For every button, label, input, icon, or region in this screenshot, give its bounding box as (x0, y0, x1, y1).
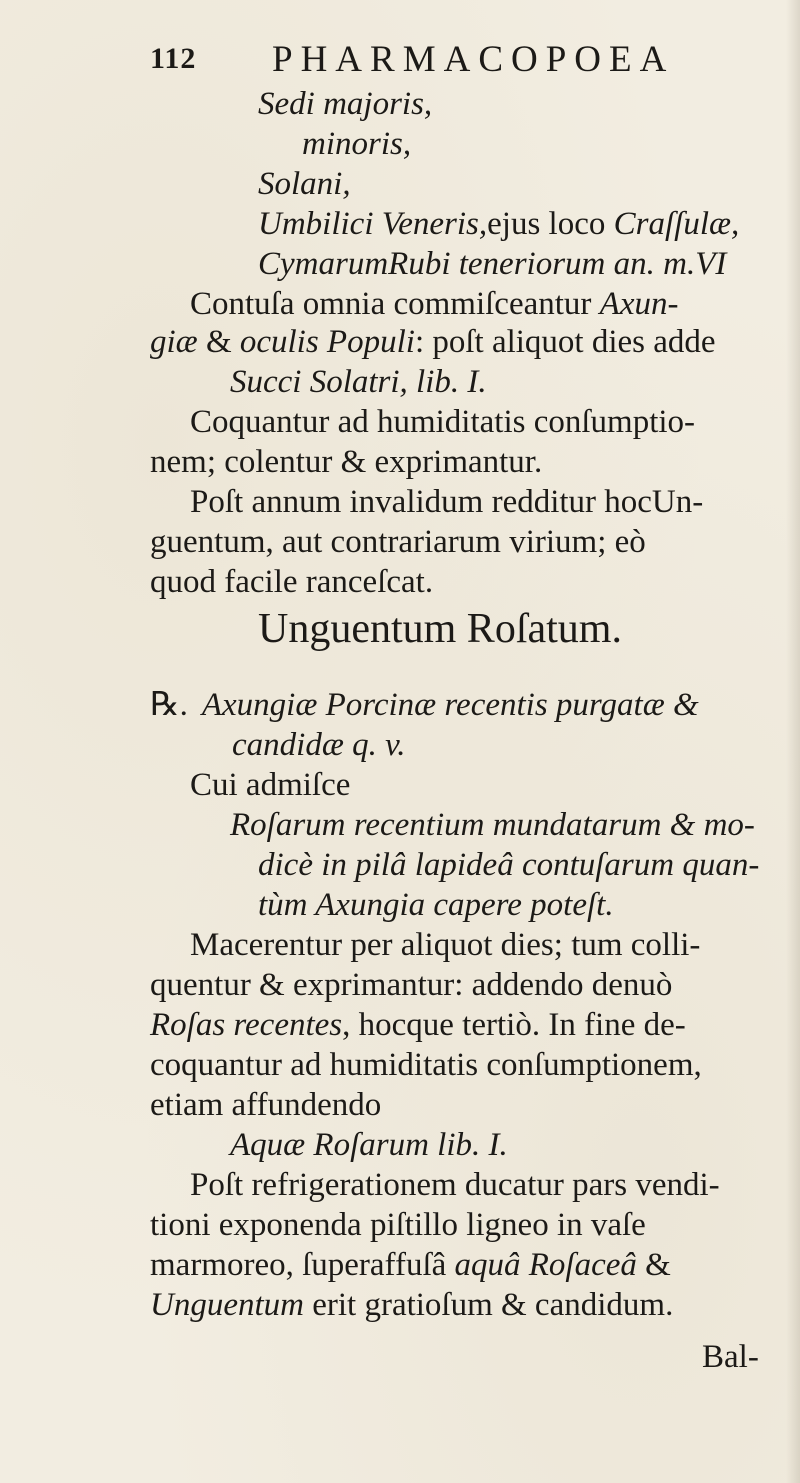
final-line2: tioni exponenda piſtillo ligneo in vaſe (150, 1207, 646, 1243)
ingredient-sedi-majoris: Sedi majoris, (258, 86, 433, 122)
final-and: & (636, 1247, 671, 1283)
final-line3 (150, 1245, 671, 1285)
method-line1: Macerentur per aliquot dies; tum colli- (190, 927, 701, 963)
final-unguentum: Unguentum (150, 1287, 304, 1323)
page-edge-shadow (786, 0, 800, 1483)
ingredient-umbilici: Umbilici Veneris, (258, 206, 488, 242)
method-line3 (150, 1005, 686, 1045)
method-line4: coquantur ad humiditatis conſumptionem, (150, 1047, 702, 1083)
running-title: PHARMACOPOEA (272, 39, 675, 80)
method-hocque: , hocque tertiò. In fine de- (342, 1007, 686, 1043)
ingredient-solani: Solani, (258, 166, 351, 202)
recipe-line1 (150, 685, 699, 725)
paragraph1-giae: giæ (150, 324, 198, 360)
paragraph1-oculis-populi: oculis Populi (239, 324, 415, 360)
recipe-line3: Cui admiſce (190, 767, 351, 803)
recipe-line6: tùm Axungia capere poteſt. (258, 887, 614, 923)
recipe-axungiae: Axungiæ Porcinæ recentis purgatæ & (201, 687, 699, 723)
recipe-line4: Roſarum recentium mundatarum & mo- (230, 807, 755, 843)
method-rosas-recentes: Roſas recentes (150, 1007, 343, 1043)
method-aquae-rosarum: Aquæ Roſarum lib. I. (230, 1127, 508, 1163)
recipe-line5: dicè in pilâ lapideâ contuſarum quan- (258, 847, 760, 883)
recipe-symbol: ℞. (150, 687, 188, 723)
paragraph3-line2: guentum, aut contrariarum virium; eò (150, 524, 646, 560)
paragraph3-line3: quod facile ranceſcat. (150, 564, 434, 600)
ingredient-crassulae: Craſſulæ, (613, 206, 740, 242)
ingredient-ejus-loco: ejus loco (487, 206, 614, 242)
final-aqua-rosacea: aquâ Roſaceâ (454, 1247, 637, 1283)
catchword: Bal- (702, 1339, 759, 1375)
final-line1: Poſt refrigerationem ducatur pars vendi- (190, 1167, 720, 1203)
paragraph1-line1-text: Contuſa omnia commiſceantur (190, 286, 600, 322)
paragraph1-succi-solatri: Succi Solatri, lib. I. (230, 364, 487, 400)
ingredient-umbilici-line (258, 204, 739, 244)
method-line5: etiam affundendo (150, 1087, 382, 1123)
section-heading: Unguentum Roſatum. (258, 606, 622, 652)
paragraph1-line1 (190, 284, 678, 324)
ingredient-sedi-minoris: minoris, (302, 126, 412, 162)
final-line4 (150, 1285, 673, 1325)
ingredient-cymarum: CymarumRubi teneriorum an. m.VI (258, 246, 727, 282)
paragraph1-line2 (150, 322, 716, 362)
final-marmoreo: marmoreo, ſuperaffuſâ (150, 1247, 455, 1283)
paragraph2-line2: nem; colentur & exprimantur. (150, 444, 543, 480)
paragraph1-line1-axun: Axun- (599, 286, 679, 322)
final-erit: erit gratioſum & candidum. (303, 1287, 674, 1323)
paragraph2-line1: Coquantur ad humiditatis conſumptio- (190, 404, 696, 440)
page-number: 112 (150, 42, 197, 75)
method-line2: quentur & exprimantur: addendo denuò (150, 967, 673, 1003)
paragraph1-and: & (197, 324, 240, 360)
paragraph3-line1: Poſt annum invalidum redditur hocUn- (190, 484, 704, 520)
paragraph1-post-aliquot: : poſt aliquot dies adde (414, 324, 716, 360)
recipe-line2: candidæ q. v. (232, 727, 406, 763)
